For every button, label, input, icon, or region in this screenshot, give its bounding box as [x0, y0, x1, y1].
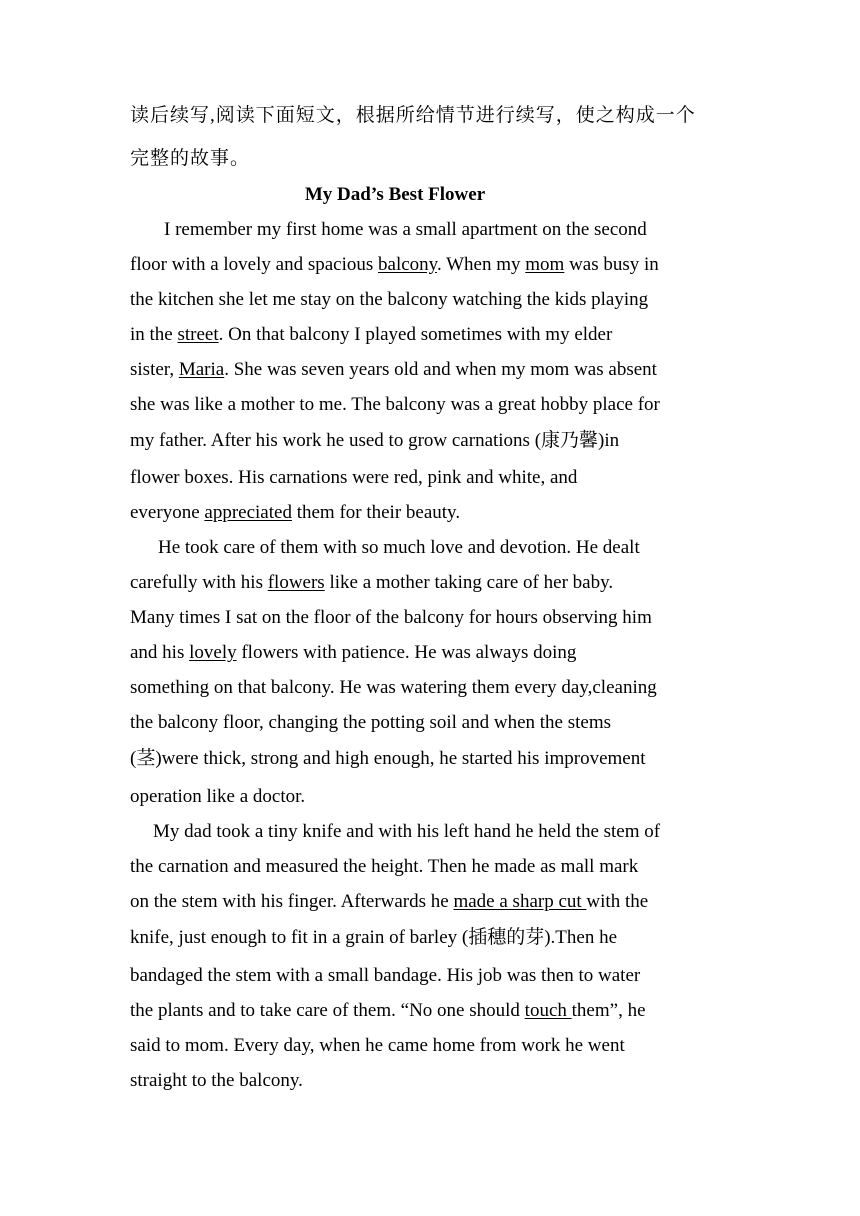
paragraph-3-line: bandaged the stem with a small bandage. His job was then to water	[130, 965, 641, 986]
underlined-word: lovely	[189, 642, 237, 663]
paragraph-3-line: on the stem with his finger. Afterwards he made a sharp cut with the	[130, 891, 649, 912]
paragraph-2-line: carefully with his flowers like a mother taking care of her baby.	[130, 572, 614, 593]
instruction-line-1: 读后续写,阅读下面短文，根据所给情节进行续写，使之构成一个	[130, 105, 696, 126]
paragraph-1-line: the kitchen she let me stay on the balcony watching the kids playing	[130, 289, 649, 310]
paragraph-2-line: (茎)were thick, strong and high enough, he started his improvement	[130, 748, 646, 769]
paragraph-3-line: the carnation and measured the height. Then he made as mall mark	[130, 856, 639, 877]
paragraph-2-line: operation like a doctor.	[130, 786, 306, 807]
document-title: My Dad’s Best Flower	[304, 184, 486, 205]
paragraph-1-line: sister, Maria. She was seven years old and when my mom was absent	[130, 359, 657, 380]
paragraph-2-line: Many times I sat on the floor of the balcony for hours observing him	[130, 607, 652, 628]
underlined-word: mom	[525, 254, 565, 275]
underlined-word: appreciated	[204, 502, 292, 523]
paragraph-3-line: said to mom. Every day, when he came home from work he went	[130, 1035, 625, 1056]
paragraph-1-line: my father. After his work he used to grow carnations (康乃馨)in	[130, 430, 620, 451]
paragraph-3-line: straight to the balcony.	[130, 1070, 303, 1091]
underlined-word: Maria	[178, 359, 225, 380]
underlined-word: balcony	[378, 254, 437, 275]
paragraph-1-line: flower boxes. His carnations were red, pink and white, and	[130, 467, 578, 488]
paragraph-1-line: in the street. On that balcony I played sometimes with my elder	[130, 324, 613, 345]
paragraph-2-line: and his lovely flowers with patience. He was always doing	[130, 642, 577, 663]
paragraph-1-line: she was like a mother to me. The balcony was a great hobby place for	[130, 394, 660, 415]
instruction-line-2: 完整的故事。	[130, 148, 251, 169]
underlined-word: street	[177, 324, 219, 345]
underlined-word: touch	[524, 1000, 572, 1021]
paragraph-1-line: everyone appreciated them for their beauty.	[130, 502, 461, 523]
underlined-word: flowers	[267, 572, 325, 593]
paragraph-2-line: He took care of them with so much love and devotion. He dealt	[158, 537, 640, 558]
paragraph-1-line: floor with a lovely and spacious balcony. When my mom was busy in	[130, 254, 659, 275]
paragraph-2-line: something on that balcony. He was watering them every day,cleaning	[130, 677, 657, 698]
underlined-phrase: made a sharp cut	[453, 891, 587, 912]
paragraph-2-line: the balcony floor, changing the potting soil and when the stems	[130, 712, 612, 733]
paragraph-1-line: I remember my first home was a small apartment on the second	[164, 219, 647, 240]
paragraph-3-line: knife, just enough to fit in a grain of barley (插穗的芽).Then he	[130, 927, 618, 948]
paragraph-3-line: the plants and to take care of them. “No one should touch them”, he	[130, 1000, 646, 1021]
paragraph-3-line: My dad took a tiny knife and with his left hand he held the stem of	[153, 821, 661, 842]
